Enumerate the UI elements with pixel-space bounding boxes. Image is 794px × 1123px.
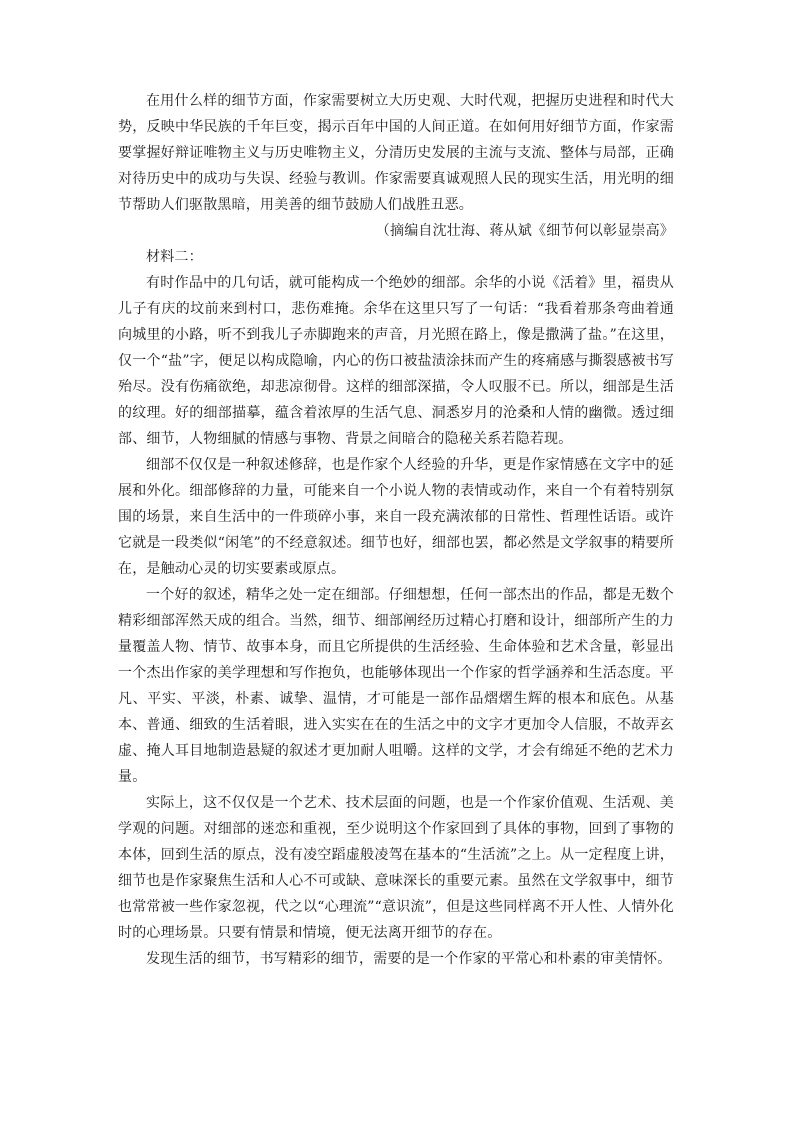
document-page — [118, 88, 674, 972]
material2-paragraph-5: 发现生活的细节，书写精彩的细节，需要的是一个作家的平常心和朴素的审美情怀。 — [146, 951, 672, 967]
material2-paragraph-3: 一个好的叙述，精华之处一定在细部。仔细想想，任何一部杰出的作品，都是无数个精彩细部浑然天成的组合。当然，细节、细部阐经历过精心打磨和设计，细部所产生的力量覆盖人物、情节、故事本身，而且它所提供的生活经验、生命体验和艺术含量，彰显出一个杰出作家的美学理想和写作抱负，也能够体现出一个作家的哲学涵养和生活态度。平凡、平实、平淡，朴素、诚挚、温情，才可能是一部作品熠熠生辉的根本和底色。从基本、普通、细致的生活着眼，进入实实在在的生活之中的文字才更加令人信服，不故弄玄虚、掩人耳目地制造悬疑的叙述才更加耐人咀嚼。这样的文学，才会有绵延不绝的艺术力量。 — [118, 587, 674, 785]
material1-paragraph: 在用什么样的细节方面，作家需要树立大历史观、大时代观，把握历史进程和时代大势，反映中华民族的千年巨变，揭示百年中国的人间正道。在如何用好细节方面，作家需要掌握好辩证唯物主义与历史唯物主义，分清历史发展的主流与支流、整体与局部，正确对待历史中的成功与失误、经验与教训。作家需要真诚观照人民的现实生活，用光明的细节帮助人们驱散黑暗，用美善的细节鼓励人们战胜丑恶。 — [118, 93, 674, 213]
material2-paragraph-1: 有时作品中的几句话，就可能构成一个绝妙的细部。余华的小说《活着》里，福贵从儿子有庆的坟前来到村口，悲伤难掩。余华在这里只写了一句话：“我看着那条弯曲着通向城里的小路，听不到我儿子赤脚跑来的声音，月光照在路上，像是撒满了盐。”在这里，仅一个“盐”字，便足以构成隐喻，内心的伤口被盐渍涂抹而产生的疼痛感与撕裂感被书写殆尽。没有伤痛欲绝，却悲凉彻骨。这样的细部深描，令人叹服不已。所以，细部是生活的纹理。好的细部描摹，蕴含着浓厚的生活气息、洞悉岁月的沧桑和人情的幽微。透过细部、细节，人物细腻的情感与事物、背景之间暗合的隐秘关系若隐若现。 — [118, 275, 674, 447]
material1-source: （摘编自沈壮海、蒋从斌《细节何以彰显崇高》 — [375, 223, 674, 239]
material2-paragraph-4: 实际上，这不仅仅是一个艺术、技术层面的问题，也是一个作家价值观、生活观、美学观的问题。对细部的迷恋和重视，至少说明这个作家回到了具体的事物，回到了事物的本体，回到生活的原点，没有凌空蹈虚般凌驾在基本的“生活流”之上。从一定程度上讲，细节也是作家聚焦生活和人心不可或缺、意味深长的重要元素。虽然在文学叙事中，细节也常常被一些作家忽视，代之以“心理流”“意识流”，但是这些同样离不开人性、人情外化时的心理场景。只要有情景和情境，便无法离开细节的存在。 — [118, 795, 674, 941]
material2-paragraph-2: 细部不仅仅是一种叙述修辞，也是作家个人经验的升华，更是作家情感在文字中的延展和外化。细部修辞的力量，可能来自一个小说人物的表情或动作，来自一个有着特别氛围的场景，来自生活中的一件琐碎小事，来自一段充满浓郁的日常性、哲理性话语。或许它就是一段类似“闲笔”的不经意叙述。细节也好，细部也罢，都必然是文学叙事的精要所在，是触动心灵的切实要素或原点。 — [118, 457, 674, 577]
material2-heading: 材料二： — [146, 249, 203, 265]
